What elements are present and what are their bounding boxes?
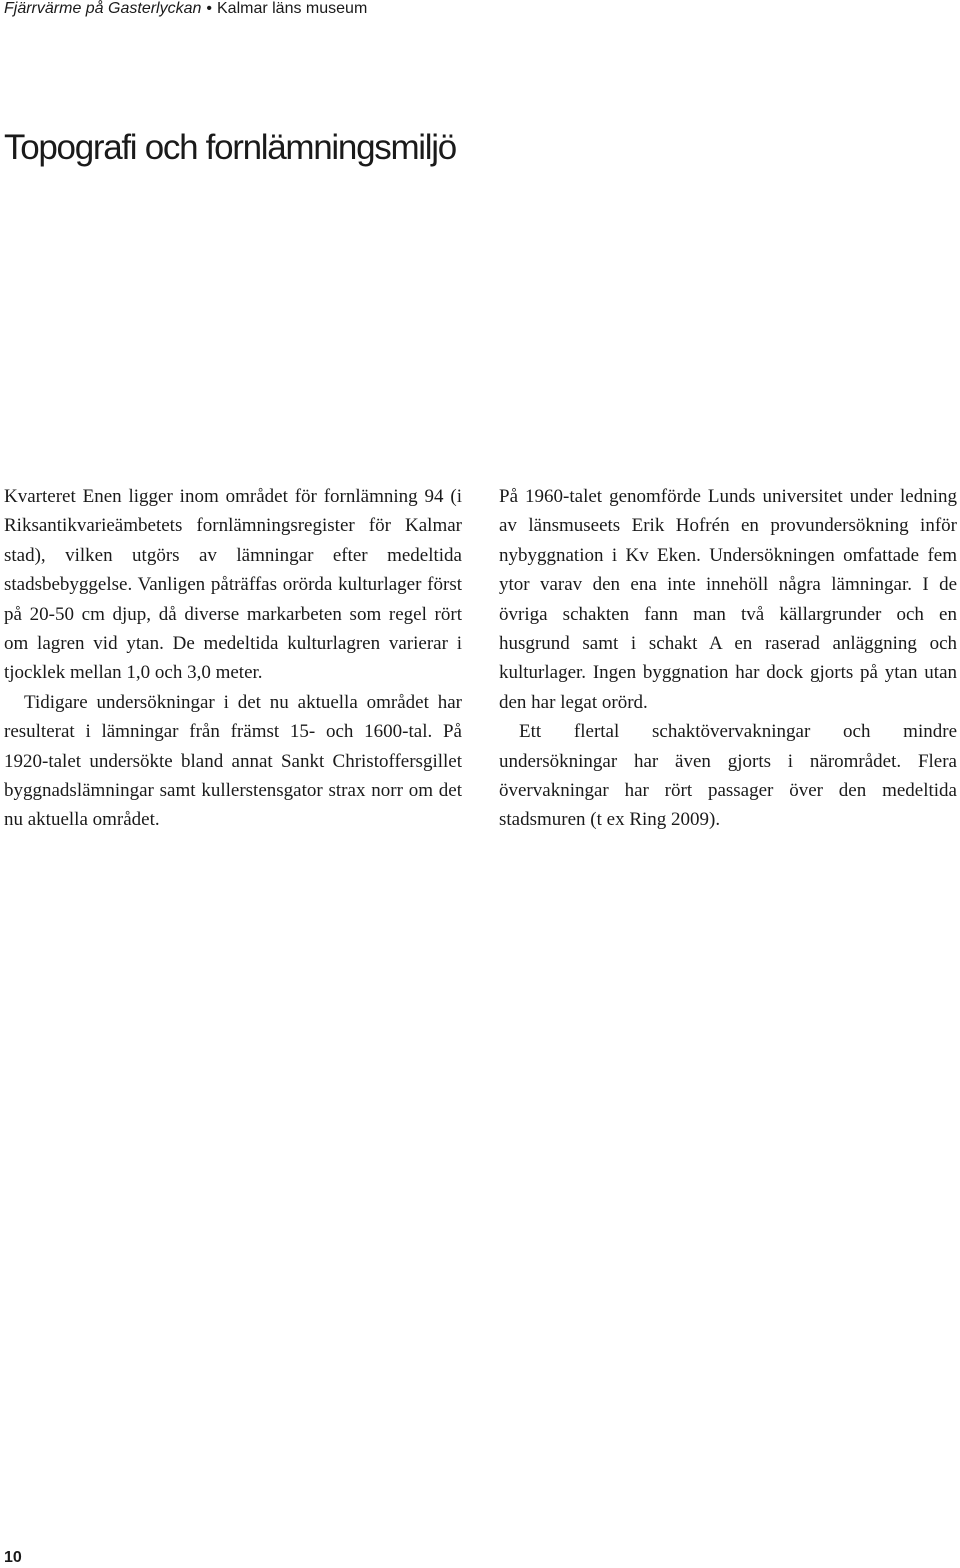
body-paragraph: På 1960-talet genomförde Lunds universitet under ledning av länsmuseets Erik Hofrén en provundersökning inför nybyggnation i Kv Eken. Undersökningen omfattade fem ytor varav den ena inte innehöll några lämningar. I de övriga schakten fann man två källargrunder och en husgrund samt i schakt A en raserad anläggning och kulturlager. Ingen byggnation har dock gjorts på ytan utan den har legat orörd. bbox=[499, 486, 957, 713]
body-paragraph: Kvarteret Enen ligger inom området för fornlämning 94 (i Riksantikvarieämbetets fornlämningsregister för Kalmar stad), vilken utgörs av lämningar efter medeltida stadsbebyggelse. Vanligen påträffas orörda kulturlager först på 20-50 cm djup, då diverse markarbeten som regel rört om lagren vid ytan. De medeltida kulturlagren varierar i tjocklek mellan 1,0 och 3,0 meter. bbox=[4, 486, 462, 684]
body-paragraph: Ett flertal schaktövervakningar och mindre undersökningar har även gjorts i närområdet. Flera övervakningar har rört passager över den medeltida stadsmuren (t ex Ring 2009). bbox=[499, 721, 957, 831]
publisher-name: Kalmar läns museum bbox=[217, 0, 368, 17]
report-series-title: Fjärrvärme på Gasterlyckan bbox=[4, 0, 202, 17]
page-title: Topografi och fornlämningsmiljö bbox=[4, 128, 456, 167]
page-number: 10 bbox=[4, 1549, 22, 1566]
body-paragraph: Tidigare undersökningar i det nu aktuella området har resulterat i lämningar från främst 15- och 1600-tal. På 1920-talet undersökte bland annat Sankt Christoffersgillet byggnadslämningar samt kullerstensgator strax norr om det nu aktuella området. bbox=[4, 691, 462, 831]
text-column-right bbox=[499, 482, 957, 835]
running-header bbox=[4, 0, 367, 18]
header-separator: • bbox=[206, 0, 212, 17]
text-column-left bbox=[4, 482, 462, 835]
